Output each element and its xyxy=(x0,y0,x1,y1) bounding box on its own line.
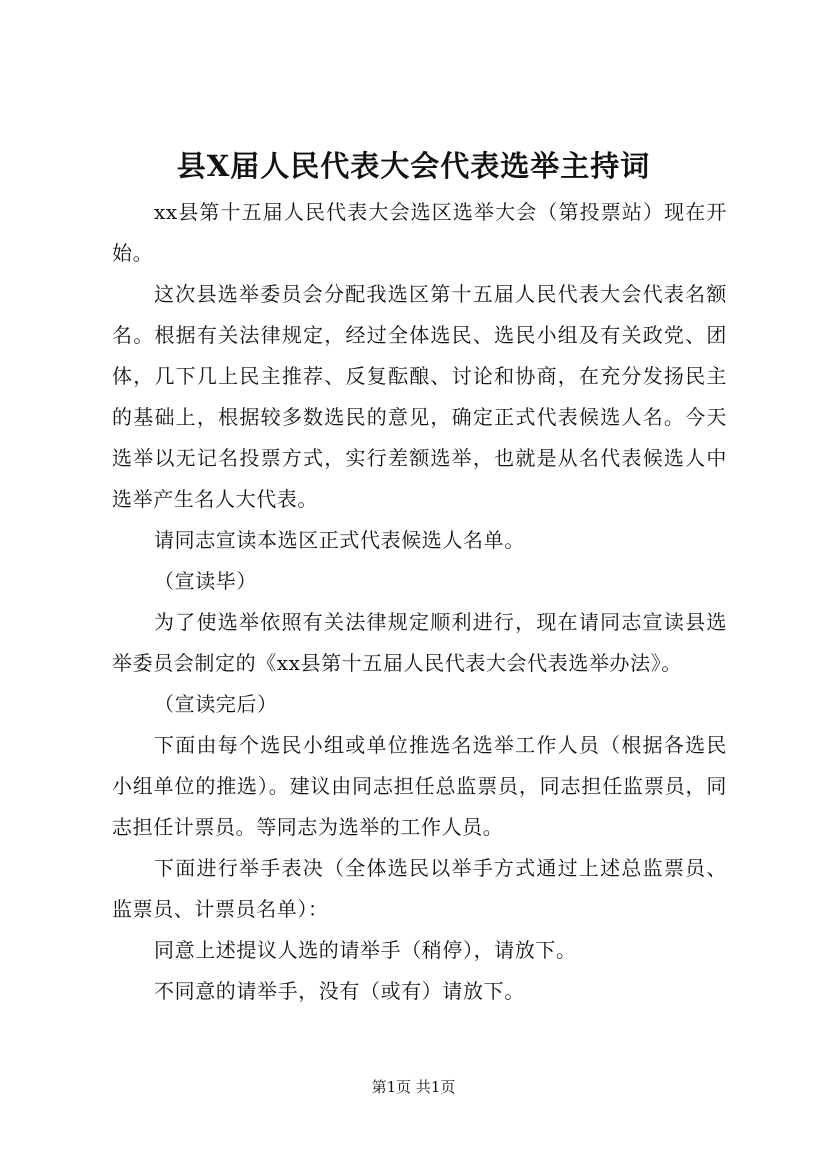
paragraph-election-rules: 为了使选举依照有关法律规定顺利进行，现在请同志宣读县选举委员会制定的《xx县第十五届人民代表大会代表选举办法》。 xyxy=(112,610,727,675)
paragraph-note-read-done: （宣读毕） xyxy=(154,569,257,593)
paragraph-candidate-list: 请同志宣读本选区正式代表候选人名单。 xyxy=(154,528,525,552)
document-body xyxy=(112,192,727,1012)
page-footer: 第1页 共1页 xyxy=(371,1078,456,1096)
paragraph-opening: xx县第十五届人民代表大会选区选举大会（第投票站）现在开始。 xyxy=(112,200,727,265)
paragraph-hand-vote: 下面进行举手表决（全体选民以举手方式通过上述总监票员、监票员、计票员名单）： xyxy=(112,856,727,921)
paragraph-agree: 同意上述提议人选的请举手（稍停），请放下。 xyxy=(154,938,577,962)
paragraph-staff-selection: 下面由每个选民小组或单位推选名选举工作人员（根据各选民小组单位的推选）。建议由同志担任总监票员，同志担任监票员，同志担任计票员。等同志为选举的工作人员。 xyxy=(112,733,727,839)
paragraph-quota: 这次县选举委员会分配我选区第十五届人民代表大会代表名额名。根据有关法律规定，经过全体选民、选民小组及有关政党、团体，几下几上民主推荐、反复酝酿、讨论和协商，在充分发扬民主的基础上，根据较多数选民的意见，确定正式代表候选人名。今天选举以无记名投票方式，实行差额选举，也就是从名代表候选人中选举产生名人大代表。 xyxy=(112,282,727,511)
paragraph-disagree: 不同意的请举手，没有（或有）请放下。 xyxy=(154,979,525,1003)
document-title: 县X届人民代表大会代表选举主持词 xyxy=(176,149,651,183)
paragraph-note-after-reading: （宣读完后） xyxy=(154,692,278,716)
